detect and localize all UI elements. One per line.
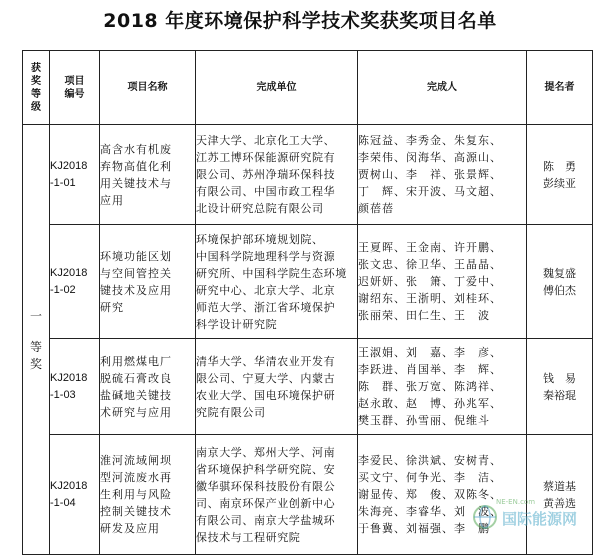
people-line: 买文宁、何争光、李 洁、 xyxy=(358,471,502,484)
code-line: KJ2018 xyxy=(50,371,88,384)
code-line: KJ2018 xyxy=(50,479,88,492)
nominator-line: 陈 勇 xyxy=(543,159,576,173)
name-line: 控制关键技术 xyxy=(100,505,172,518)
completing-units xyxy=(196,125,358,225)
name-line: 与空间管控关 xyxy=(100,266,172,280)
header-code-line: 项目 xyxy=(64,75,85,87)
header-code-line: 编号 xyxy=(64,88,85,100)
name-line: 淮河流域闸坝 xyxy=(100,454,172,467)
name-line: 弃物高值化利 xyxy=(100,159,172,173)
people-line: 张丽荣、田仁生、王 波 xyxy=(358,309,490,322)
people-line: 王淑娟、刘 嘉、李 彦、 xyxy=(358,346,502,359)
code-line: KJ2018 xyxy=(50,266,88,279)
nominator-line: 钱 易 xyxy=(543,371,576,385)
people-line: 樊玉群、孙雪丽、倪维斗 xyxy=(358,414,490,427)
unit-line: 研究所、中国科学院生态环境 xyxy=(196,266,347,280)
globe-logo-icon xyxy=(472,504,498,530)
people-line: 李荣伟、闵海华、高源山、 xyxy=(358,151,502,164)
unit-line: 司、南京环保产业创新中心 xyxy=(196,496,336,510)
people-line: 陈 群、张万宽、陈鸿祥、 xyxy=(358,380,502,393)
unit-line: 有限公司、南京大学盐城环 xyxy=(196,513,336,527)
name-line: 环境功能区划 xyxy=(100,249,172,263)
people-line: 李爱民、徐洪斌、安树青、 xyxy=(358,454,502,467)
unit-line: 清华大学、华清农业开发有 xyxy=(196,354,336,368)
unit-line: 限公司、宁夏大学、内蒙古 xyxy=(196,371,336,385)
nominator-line: 傅伯杰 xyxy=(543,283,576,297)
unit-line: 省环境保护科学研究院、安 xyxy=(196,462,336,476)
project-name xyxy=(100,225,196,339)
nominator-line: 黄善选 xyxy=(543,496,576,510)
header-unit: 完成单位 xyxy=(196,51,358,125)
project-code xyxy=(50,339,100,435)
people-line: 王夏晖、王金南、许开鹏、 xyxy=(358,241,502,254)
code-line: -1-01 xyxy=(50,176,76,189)
nominator-line: 秦裕琨 xyxy=(543,388,576,402)
unit-line: 有限公司、中国市政工程华 xyxy=(196,185,336,198)
header-nominator: 提名者 xyxy=(527,51,593,125)
watermark xyxy=(472,500,592,534)
header-grade xyxy=(23,51,50,125)
header-code xyxy=(50,51,100,125)
completing-people xyxy=(358,125,527,225)
header-name: 项目名称 xyxy=(100,51,196,125)
name-line: 利用燃煤电厂 xyxy=(100,354,172,368)
unit-line: 限公司、苏州净瑞环保科技 xyxy=(196,168,336,181)
header-people: 完成人 xyxy=(358,51,527,125)
project-code xyxy=(50,435,100,555)
header-grade-char: 奖 xyxy=(31,75,41,87)
unit-line: 徽华骐环保科技股份有限公 xyxy=(196,479,336,493)
code-line: -1-02 xyxy=(50,283,76,296)
people-line: 李跃进、肖国举、李 辉、 xyxy=(358,363,502,376)
watermark-domain: NE-EN.com xyxy=(496,498,536,506)
project-code xyxy=(50,125,100,225)
code-line: -1-03 xyxy=(50,388,76,401)
name-line: 生利用与风险 xyxy=(100,488,172,501)
table-row xyxy=(23,339,593,435)
header-row xyxy=(23,51,593,125)
project-name xyxy=(100,125,196,225)
nominator-line: 蔡道基 xyxy=(543,479,576,493)
people-line: 谢显传、郑 俊、双陈冬、 xyxy=(358,488,502,501)
unit-line: 南京大学、郑州大学、河南 xyxy=(196,445,336,459)
grade-cell xyxy=(23,125,50,555)
project-name xyxy=(100,339,196,435)
grade-char: 一 xyxy=(29,309,42,323)
name-line: 型河流废水再 xyxy=(100,471,172,484)
unit-line: 究院有限公司 xyxy=(196,405,266,419)
header-grade-char: 等 xyxy=(31,88,41,100)
unit-line: 中国科学院地理科学与资源 xyxy=(196,249,336,263)
header-grade-char: 获 xyxy=(31,62,41,74)
code-line: KJ2018 xyxy=(50,159,88,172)
project-name xyxy=(100,435,196,555)
people-line: 朱海亮、李睿华、刘 波、 xyxy=(358,505,502,518)
project-code xyxy=(50,225,100,339)
nominators xyxy=(527,125,593,225)
name-line: 应用 xyxy=(100,193,124,207)
name-line: 脱硫石膏改良 xyxy=(100,371,172,385)
table-row xyxy=(23,435,593,555)
people-line: 谢绍东、王浙明、刘桂环、 xyxy=(358,292,502,305)
unit-line: 研究中心、北京大学、北京 xyxy=(196,283,336,297)
people-line: 于鲁冀、刘福强、李 鹏 xyxy=(358,522,490,535)
people-line: 张文忠、徐卫华、王晶晶、 xyxy=(358,258,502,271)
grade-char: 等 xyxy=(29,340,42,354)
name-line: 术研究与应用 xyxy=(100,405,172,419)
completing-units xyxy=(196,435,358,555)
name-line: 用关键技术与 xyxy=(100,176,172,190)
people-line: 贾树山、李 祥、张景辉、 xyxy=(358,168,502,181)
unit-line: 环境保护部环境规划院、 xyxy=(196,232,324,246)
nominator-line: 魏复盛 xyxy=(543,266,576,280)
unit-line: 保技术与工程研究院 xyxy=(196,530,301,544)
watermark-text: 国际能源网 xyxy=(502,510,578,528)
unit-line: 师范大学、浙江省环境保护 xyxy=(196,300,336,314)
grade-char: 奖 xyxy=(29,357,42,371)
unit-line: 科学设计研究院 xyxy=(196,317,278,331)
nominator-line: 彭续亚 xyxy=(543,176,576,190)
table-row xyxy=(23,125,593,225)
name-line: 研发及应用 xyxy=(100,522,160,535)
document-title: 2018 年度环境保护科学技术奖获奖项目名单 xyxy=(103,10,497,32)
unit-line: 天津大学、北京化工大学、 xyxy=(196,134,336,147)
completing-units xyxy=(196,339,358,435)
header-grade-char: 级 xyxy=(31,101,41,113)
name-line: 盐碱地关键技 xyxy=(100,388,172,402)
award-table xyxy=(22,50,593,555)
completing-units xyxy=(196,225,358,339)
people-line: 丁 辉、宋开波、马文超、 xyxy=(358,185,502,198)
completing-people xyxy=(358,435,527,555)
table-row xyxy=(23,225,593,339)
people-line: 颜蓓蓓 xyxy=(358,202,394,215)
code-line: -1-04 xyxy=(50,496,76,509)
people-line: 陈冠益、李秀金、朱复东、 xyxy=(358,134,502,147)
people-line: 赵永敢、赵 博、孙兆军、 xyxy=(358,397,502,410)
nominators xyxy=(527,339,593,435)
nominators xyxy=(527,435,593,555)
unit-line: 江苏工博环保能源研究院有 xyxy=(196,151,336,164)
name-line: 高含水有机废 xyxy=(100,142,172,156)
unit-line: 农业大学、国电环境保护研 xyxy=(196,388,336,402)
name-line: 研究 xyxy=(100,300,124,314)
completing-people xyxy=(358,225,527,339)
name-line: 键技术及应用 xyxy=(100,283,172,297)
unit-line: 北设计研究总院有限公司 xyxy=(196,202,324,215)
completing-people xyxy=(358,339,527,435)
nominators xyxy=(527,225,593,339)
people-line: 迟妍妍、张 箫、丁爱中、 xyxy=(358,275,502,288)
